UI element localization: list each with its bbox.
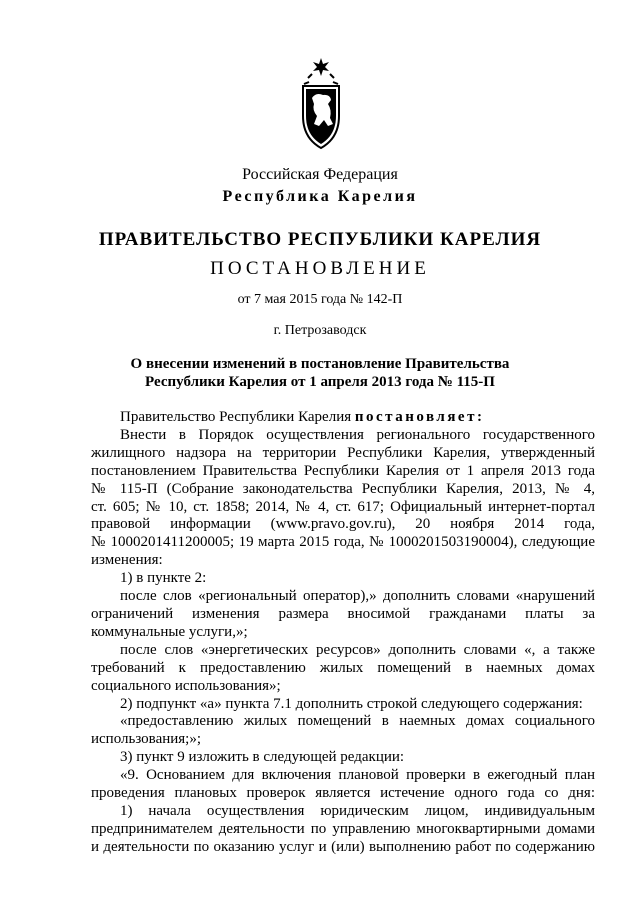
body-line: «9. Основанием для включения плановой проверки в ежегодный план (120, 767, 595, 784)
body-line: требований к предоставлению жилых помещений в наемных домах (91, 659, 595, 676)
document-type: ПОСТАНОВЛЕНИЕ (210, 258, 430, 279)
subject-line-1: О внесении изменений в постановление Правительства (130, 356, 510, 372)
opening-line (120, 409, 595, 427)
date-line: от 7 мая 2015 года № 142-П (237, 292, 403, 307)
body-line: № 115-П (Собрание законодательства Республики Карелия, 2013, № 4, (91, 480, 595, 497)
body-line: правовой информации (www.pravo.gov.ru), 20 ноября 2014 года, (91, 516, 595, 533)
body-line: социального использования»; (91, 677, 281, 694)
body-line: ст. 605; № 10, ст. 1858; 2014, № 4, ст. 617; Официальный интернет-портал (91, 498, 595, 515)
country-name: Российская Федерация (242, 166, 398, 183)
body-line: после слов «региональный оператор),» дополнить словами «нарушений (120, 588, 595, 605)
body-line: «предоставлению жилых помещений в наемных домах социального (120, 713, 595, 730)
body-line: предпринимателем деятельности по управлению многоквартирными домами (91, 820, 595, 837)
body-line: и деятельности по оказанию услуг и (или) выполнению работ по содержанию (91, 838, 595, 855)
opening-verb: постановляет: (354, 409, 485, 425)
karelia-coat-of-arms-icon (300, 58, 342, 153)
body-line: жилищного надзора на территории Республики Карелия, утвержденный (91, 444, 595, 461)
body-line: ограничений изменения размера вносимой гражданами платы за (91, 605, 595, 622)
body-line: Внести в Порядок осуществления регионального государственного (120, 426, 595, 443)
subject-line-2: Республики Карелия от 1 апреля 2013 года № 115-П (145, 374, 495, 390)
republic-name: Республика Карелия (222, 188, 418, 205)
body-line: проведения плановых проверок является истечение одного года со дня: (91, 785, 595, 802)
body-line: 3) пункт 9 изложить в следующей редакции: (120, 749, 405, 766)
body-line: использования;»; (91, 731, 202, 748)
body-line: 1) в пункте 2: (120, 570, 207, 587)
body-line: 1) начала осуществления юридическим лицом, индивидуальным (120, 802, 595, 819)
body-line: коммунальные услуги,»; (91, 623, 248, 640)
body-line: 2) подпункт «а» пункта 7.1 дополнить строкой следующего содержания: (120, 695, 583, 712)
body-line: изменения: (91, 552, 163, 569)
body-line: № 1000201411200005; 19 марта 2015 года, № 1000201503190004), следующие (91, 534, 595, 551)
body-line: постановлением Правительства Республики Карелия от 1 апреля 2013 года (91, 462, 595, 479)
document-body (91, 409, 595, 857)
government-title: ПРАВИТЕЛЬСТВО РЕСПУБЛИКИ КАРЕЛИЯ (98, 229, 542, 250)
subject-heading (0, 355, 640, 391)
city: г. Петрозаводск (273, 323, 367, 338)
opening-text: Правительство Республики Карелия (120, 409, 355, 425)
body-line: после слов «энергетических ресурсов» дополнить словами «, а также (120, 641, 595, 658)
